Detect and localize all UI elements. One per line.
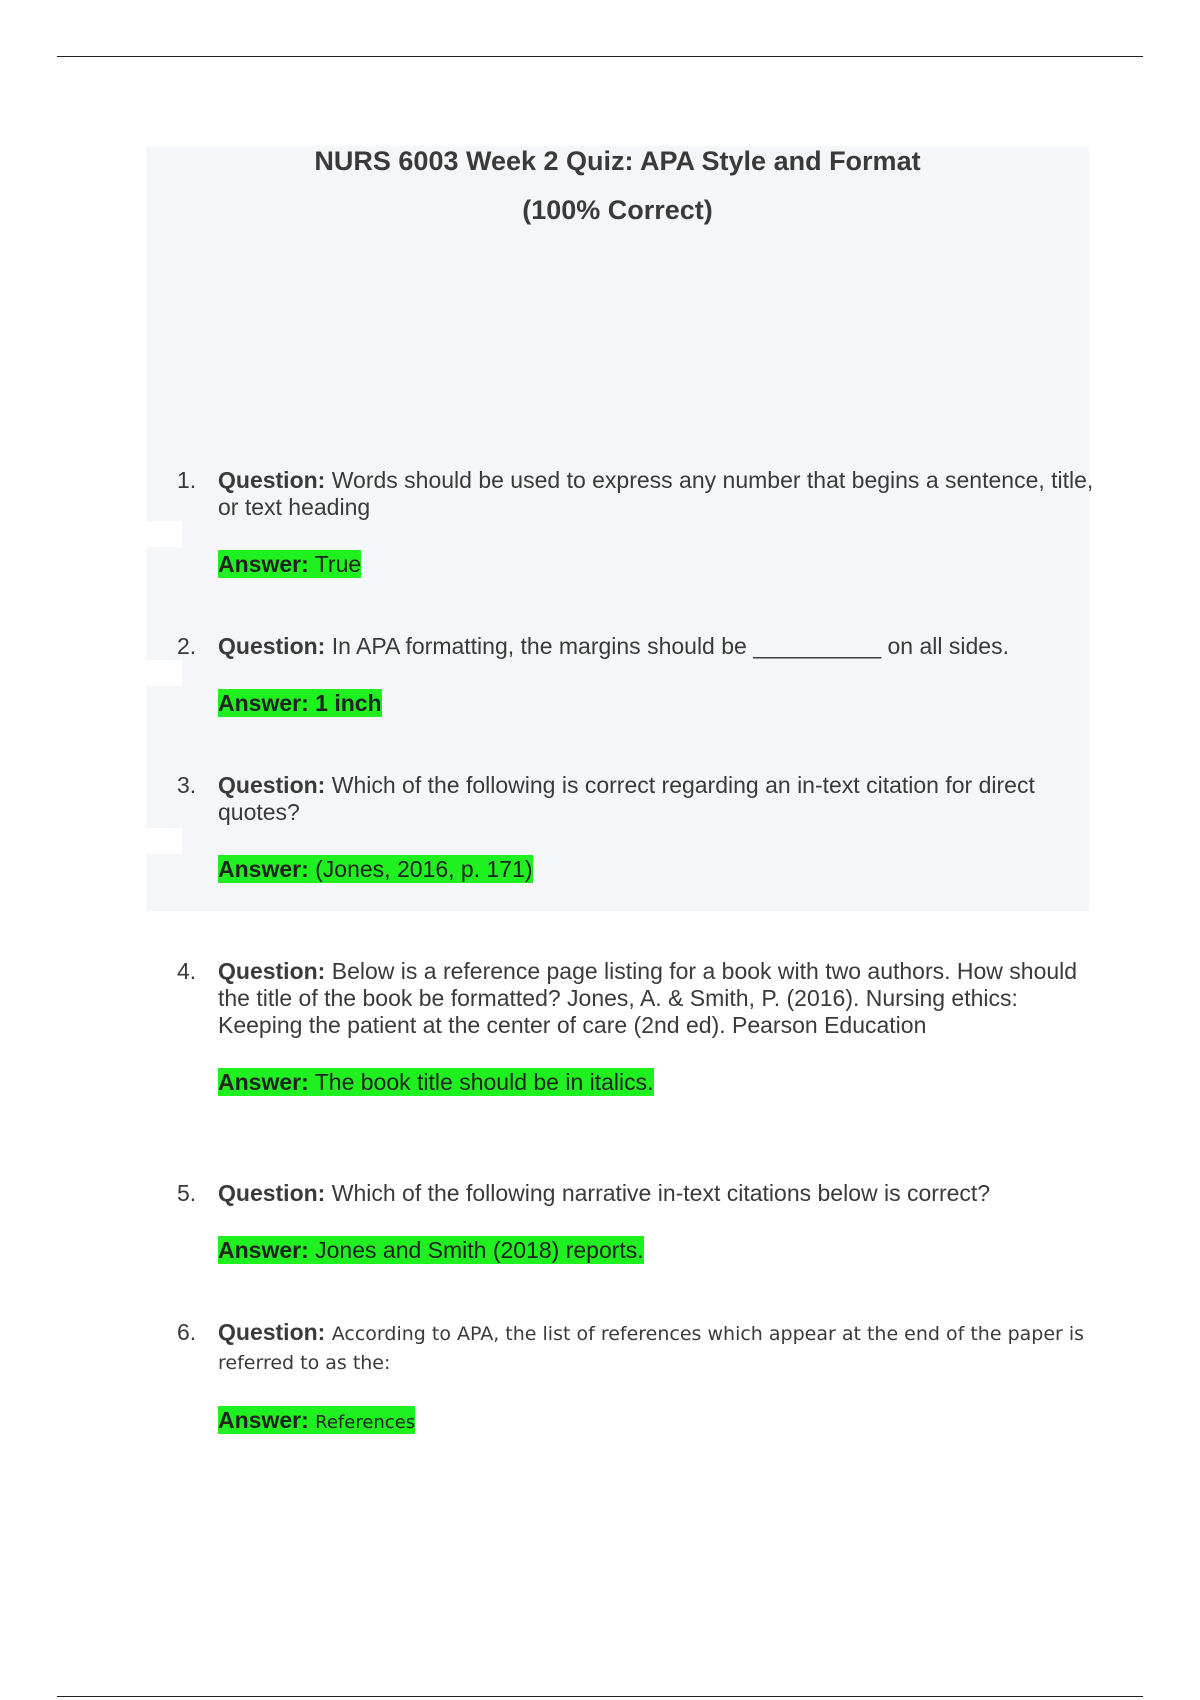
answer-label: Answer: <box>218 856 309 882</box>
question-text: Words should be used to express any number that begins a sentence, title, or text heading <box>218 467 1094 520</box>
question-label: Question: <box>218 772 326 798</box>
question <box>177 633 1097 660</box>
answer-text: True <box>314 551 362 577</box>
question <box>177 958 1097 1039</box>
answer <box>218 1405 1097 1438</box>
question-label: Question: <box>218 1180 326 1206</box>
question-label: Question: <box>218 467 326 493</box>
answer-text: Jones and Smith (2018) reports. <box>315 1237 644 1263</box>
answer-label: Answer: <box>218 551 309 577</box>
quiz-item <box>177 958 1097 1097</box>
document-subtitle: (100% Correct) <box>522 195 713 225</box>
answer-text: 1 inch <box>315 690 382 716</box>
question-text: In APA formatting, the margins should be __________ on all sides. <box>331 633 1009 659</box>
question-text: Which of the following is correct regarding an in-text citation for direct quotes? <box>218 772 1035 825</box>
question-label: Question: <box>218 633 326 659</box>
question-number: 3. <box>177 772 197 798</box>
question-number: 4. <box>177 958 197 984</box>
question-text: Below is a reference page listing for a book with two authors. How should the title of the book be formatted? Jones, A. & Smith, P. (2016). Nursing ethics: Keeping the patient at the center of care (2nd ed). Pearson Education <box>218 958 1078 1038</box>
question <box>177 1319 1097 1377</box>
quiz-item <box>177 1180 1097 1265</box>
answer-text: (Jones, 2016, p. 171) <box>315 856 533 882</box>
answer-label: Answer: <box>218 1237 309 1263</box>
answer <box>218 549 1097 579</box>
document-title: NURS 6003 Week 2 Quiz: APA Style and Format <box>314 146 921 176</box>
answer-text: References <box>315 1412 416 1433</box>
question-text: Which of the following narrative in-text citations below is correct? <box>331 1180 991 1206</box>
top-rule <box>57 56 1143 57</box>
answer-text: The book title should be in italics. <box>314 1069 654 1095</box>
answer-label: Answer: <box>218 690 309 716</box>
quiz-item <box>177 772 1097 884</box>
answer <box>218 854 1097 884</box>
answer <box>218 688 1097 718</box>
answer-label: Answer: <box>218 1407 309 1433</box>
question-label: Question: <box>218 1319 326 1345</box>
quiz-item <box>177 1319 1097 1438</box>
bottom-rule <box>57 1696 1143 1697</box>
question-number: 6. <box>177 1319 197 1345</box>
quiz-item <box>177 633 1097 718</box>
question <box>177 467 1097 521</box>
question-label: Question: <box>218 958 326 984</box>
answer <box>218 1235 1097 1265</box>
question-text: According to APA, the list of references which appear at the end of the paper is referred to as the: <box>218 1323 1085 1374</box>
question <box>177 772 1097 826</box>
question-number: 1. <box>177 467 197 493</box>
answer-label: Answer: <box>218 1069 309 1095</box>
question-number: 2. <box>177 633 197 659</box>
answer <box>218 1067 1097 1097</box>
quiz-item <box>177 467 1097 579</box>
question <box>177 1180 1097 1207</box>
question-number: 5. <box>177 1180 197 1206</box>
